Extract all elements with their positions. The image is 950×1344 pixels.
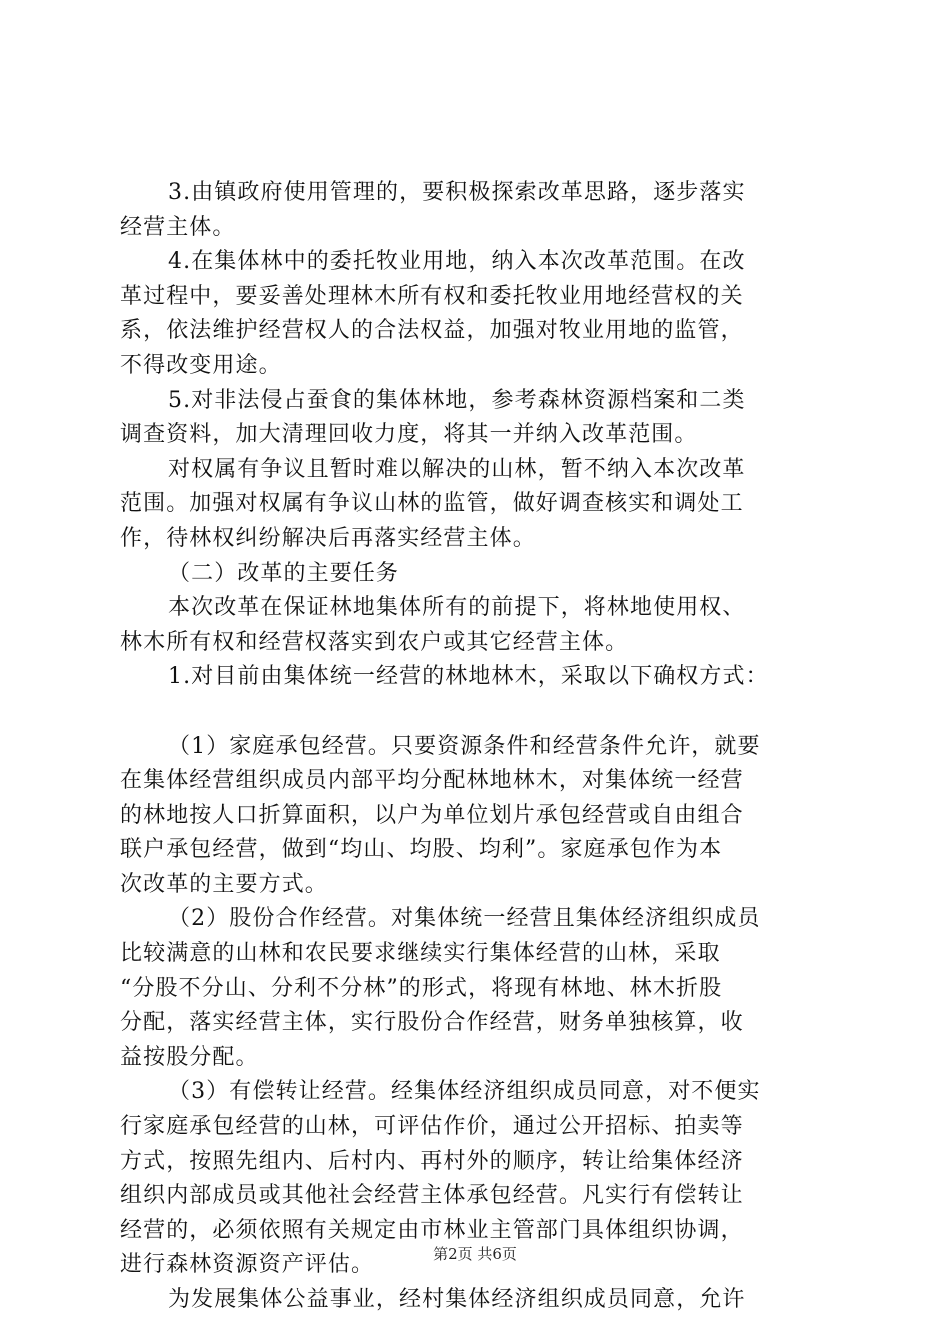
body-line: 经营主体。 — [120, 214, 236, 240]
body-line: 比较满意的山林和农民要求继续实行集体经营的山林，采取 — [120, 941, 721, 967]
body-line: 进行森林资源资产评估。 — [120, 1252, 375, 1278]
body-line: 调查资料，加大清理回收力度，将其一并纳入改革范围。 — [120, 422, 698, 448]
page-footer — [0, 1243, 950, 1264]
body-line: 作，待林权纠纷解决后再落实经营主体。 — [120, 525, 536, 551]
document-body — [120, 176, 830, 1318]
body-line: （3）有偿转让经营。经集体经济组织成员同意，对不便实 — [168, 1079, 761, 1105]
body-line: 1.对目前由集体统一经营的林地林木，采取以下确权方式： — [168, 664, 769, 690]
body-line: 4.在集体林中的委托牧业用地，纳入本次改革范围。在改 — [168, 249, 746, 275]
body-line: 次改革的主要方式。 — [120, 871, 328, 897]
body-line: “分股不分山、分利不分林”的形式，将现有林地、林木折股 — [120, 975, 723, 1001]
body-line: 的林地按人口折算面积，以户为单位划片承包经营或自由组合 — [120, 802, 744, 828]
body-line: 范围。加强对权属有争议山林的监管，做好调查核实和调处工 — [120, 491, 744, 517]
body-line: 革过程中，要妥善处理林木所有权和委托牧业用地经营权的关 — [120, 283, 744, 309]
page-number: 第2页 共6页 — [433, 1245, 517, 1263]
body-line: （2）股份合作经营。对集体统一经营且集体经济组织成员 — [168, 906, 761, 932]
body-line: 分配，落实经营主体，实行股份合作经营，财务单独核算，收 — [120, 1010, 744, 1036]
body-line: 3.由镇政府使用管理的，要积极探索改革思路，逐步落实 — [168, 180, 746, 205]
body-line: 为发展集体公益事业，经村集体经济组织成员同意，允许 — [168, 1287, 746, 1312]
body-line: 组织内部成员或其他社会经营主体承包经营。凡实行有偿转让 — [120, 1183, 744, 1209]
body-line: 经营的，必须依照有关规定由市林业主管部门具体组织协调， — [120, 1217, 744, 1243]
section-heading: （二）改革的主要任务 — [168, 560, 400, 586]
body-line: 在集体经营组织成员内部平均分配林地林木，对集体统一经营 — [120, 768, 744, 794]
body-line: 行家庭承包经营的山林，可评估作价，通过公开招标、拍卖等 — [120, 1114, 744, 1140]
body-line: 5.对非法侵占蚕食的集体林地，参考森林资源档案和二类 — [168, 387, 746, 413]
body-line: 联户承包经营，做到“均山、均股、均利”。家庭承包作为本 — [120, 837, 723, 863]
body-line: 本次改革在保证林地集体所有的前提下，将林地使用权、 — [168, 595, 746, 621]
body-line: （1）家庭承包经营。只要资源条件和经营条件允许，就要 — [168, 733, 761, 759]
body-line: 不得改变用途。 — [120, 352, 282, 378]
paragraph-gap — [120, 695, 830, 730]
body-line: 益按股分配。 — [120, 1044, 259, 1070]
body-line: 林木所有权和经营权落实到农户或其它经营主体。 — [120, 629, 629, 655]
body-line: 方式，按照先组内、后村内、再村外的顺序，转让给集体经济 — [120, 1148, 744, 1174]
body-line: 对权属有争议且暂时难以解决的山林，暂不纳入本次改革 — [168, 456, 746, 482]
body-line: 系，依法维护经营权人的合法权益，加强对牧业用地的监管， — [120, 318, 744, 344]
